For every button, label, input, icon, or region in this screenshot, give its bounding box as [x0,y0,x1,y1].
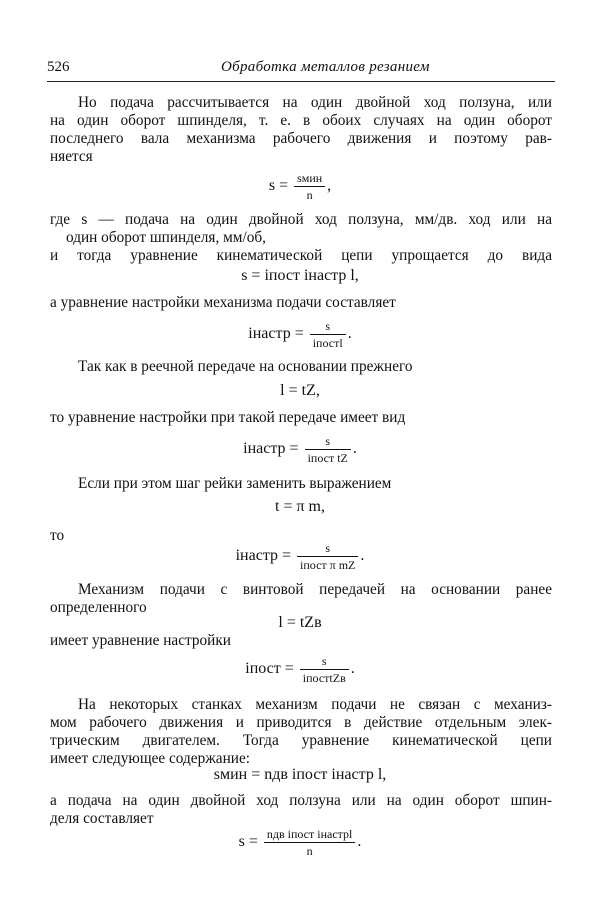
paragraph-screw-setup: имеет уравнение настройки [50,632,231,649]
equation-tail: . [357,833,362,851]
text-line: имеет следующее содержание: [50,750,250,767]
fraction-denominator: n [306,188,313,202]
equation-feed [0,170,600,203]
fraction-denominator: iпост π mZ [300,558,356,572]
fraction [264,826,356,859]
fraction-denominator: iпост tZ [307,451,348,465]
text-line: трическим двигателем. Тогда уравнение кинематической цепи [50,732,552,749]
equation-motor-chain: sмин = nдв iпост iнастр l, [213,766,387,783]
equation-screw-setup [0,653,600,686]
equation-lhs: iпост = [245,660,294,678]
fraction-numerator: s [300,653,349,670]
equation-tail: . [352,440,357,458]
paragraph-screw-gear [50,581,552,617]
text-line: последнего вала механизма рабочего движения и поэтому рав- [50,130,552,147]
equation-rack-setup [0,433,600,466]
text-line: Механизм подачи с винтовой передачей на основании ранее [78,581,552,598]
equation-setup-ratio [0,318,600,351]
paragraph-then: то [50,527,65,544]
paragraph-setup-equation: а уравнение настройки механизма подачи составляет [50,294,396,311]
equation-feed-result [0,826,600,859]
fraction-numerator: s [297,540,358,557]
equation-tail: . [360,547,365,565]
equation-lhs: iнастр = [243,440,299,458]
equation-lhs: iнастр = [235,547,292,565]
paragraph-feed-result [50,792,552,828]
fraction-numerator: s [305,433,351,450]
fraction-numerator: s [310,318,346,335]
equation-pitch-setup [0,540,600,573]
paragraph-feed-per-stroke [50,94,552,166]
fraction-denominator: iпостtZв [302,671,346,685]
text-line: На некоторых станках механизм подачи не связан с механиз- [78,696,552,713]
fraction [305,433,351,466]
fraction [300,653,349,686]
fraction [297,540,358,573]
text-line: мом рабочего движения и приводится в действие отдельным элек- [50,714,552,731]
fraction [310,318,346,351]
fraction-denominator: iпостl [312,336,343,350]
equation-tail: , [327,177,332,195]
equation-lhs: s = [238,833,258,851]
equation-screw: l = tZв [278,614,322,631]
fraction-numerator: nдв iпост iнастрl [264,826,356,843]
equation-chain: s = iпост iнастр l, [241,267,359,284]
paragraph-rack-gear: Так как в реечной передаче на основании прежнего [78,358,413,375]
text-line: один оборот шпинделя, мм/об, [66,229,266,246]
text-line: а подача на один двойной ход ползуна или на один оборот шпин- [50,792,552,809]
equation-rack: l = tZ, [280,382,320,399]
page-header [47,57,555,82]
text-line: деля составляет [50,810,154,827]
text-line: и тогда уравнение кинематической цепи упрощается до вида [50,247,552,264]
paragraph-rack-pitch: Если при этом шаг рейки заменить выражением [78,475,392,492]
text-line: определенного [50,599,147,616]
paragraph-rack-setup: то уравнение настройки при такой передаче имеет вид [50,409,406,426]
fraction-numerator: sмин [294,170,325,187]
fraction [294,170,325,203]
equation-lhs: s = [268,177,289,195]
text-line: няется [50,148,93,165]
page-number: 526 [47,59,70,75]
text-line: на один оборот шпинделя, т. е. в обоих случаях на один оборот [50,112,552,129]
equation-tail: . [350,660,355,678]
equation-pitch: t = π m, [275,498,325,515]
fraction-denominator: n [306,844,313,858]
paragraph-separate-motor [50,696,552,768]
equation-lhs: iнастр = [248,325,304,343]
running-title: Обработка металлов резанием [221,59,430,75]
text-line: Но подача рассчитывается на один двойной ход ползуна, или [78,94,552,111]
text-line: где s — подача на один двойной ход ползуна, мм/дв. ход или на [50,211,552,228]
paragraph-where [50,211,552,265]
equation-tail: . [347,325,352,343]
